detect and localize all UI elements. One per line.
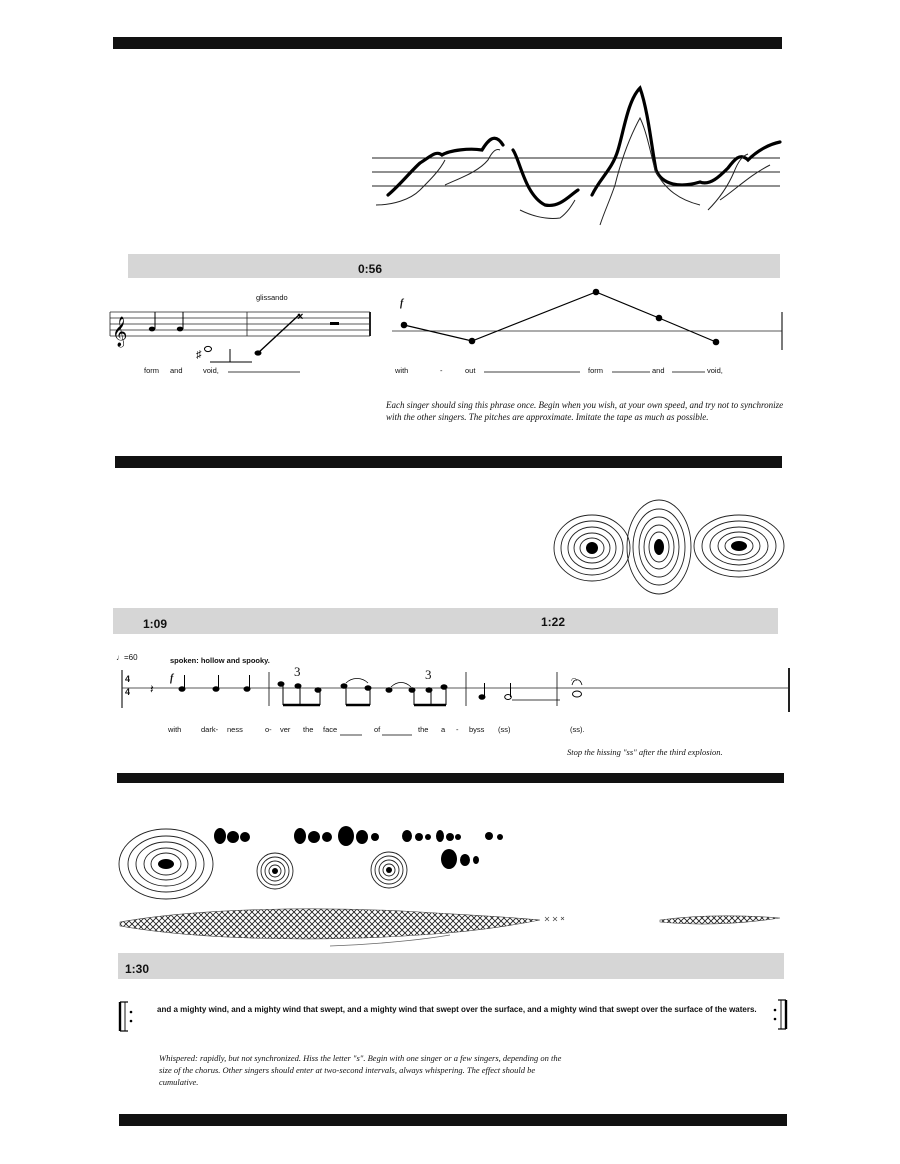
- lyric: o-: [265, 725, 272, 734]
- time-marker: 1:30: [125, 962, 150, 976]
- lyric: form: [144, 366, 159, 375]
- lyric: and: [652, 366, 665, 375]
- lyric: the: [303, 725, 314, 734]
- repeat-text: and a mighty wind, and a mighty wind that swept, and a mighty wind that swept over the surface, and a mighty wind that swept over the surface of the waters.: [157, 1005, 757, 1014]
- triplet-number: 3: [294, 664, 301, 679]
- sharp-icon: ♯: [196, 349, 202, 361]
- time-marker: 1:22: [541, 615, 566, 629]
- time-signature-bottom: 4: [125, 687, 131, 697]
- lyric: face: [323, 725, 338, 734]
- performance-note: Whispered: rapidly, but not synchronized. Hiss the letter "s". Begin with one singer or a few singers, depending on the size of the chorus. Other singers should enter at two-second intervals, always whispering. The effect should be cumulative.: [159, 1053, 562, 1087]
- fermata-icon: 𝄐: [571, 674, 578, 686]
- lyric: of: [374, 725, 381, 734]
- lyric: a: [441, 725, 446, 734]
- lyric: void,: [203, 366, 219, 375]
- time-marker: 1:09: [143, 617, 168, 631]
- triplet-number: 3: [425, 667, 432, 682]
- performance-note: Stop the hissing "ss" after the third explosion.: [567, 747, 723, 757]
- performance-note: Each singer should sing this phrase once. Begin when you wish, at your own speed, and try not to synchronize with the other singers. The pitches are approximate. Imitate the tape as much as possible.: [386, 400, 784, 422]
- time-marker: 0:56: [358, 262, 383, 276]
- quarter-rest-icon: 𝄽: [150, 682, 154, 696]
- lyric: dark-: [201, 725, 219, 734]
- lyric: (ss).: [570, 725, 585, 734]
- lyric: with: [168, 725, 182, 734]
- dynamic-marking: f: [400, 298, 404, 309]
- lyric: with: [395, 366, 409, 375]
- lyric: -: [440, 366, 443, 375]
- lyric: ness: [227, 725, 243, 734]
- lyric: ver: [280, 725, 291, 734]
- time-signature-top: 4: [125, 674, 131, 684]
- treble-clef-icon: 𝄞: [112, 317, 128, 347]
- bottom-rule: [119, 1114, 787, 1126]
- lyric: -: [456, 725, 459, 734]
- lyric: (ss): [498, 725, 511, 734]
- spoken-direction: spoken: hollow and spooky.: [170, 656, 270, 665]
- glissando-label: glissando: [256, 293, 288, 302]
- lyric: and: [170, 366, 183, 375]
- dynamic-marking: f: [170, 673, 174, 684]
- quarter-note-icon: ♩: [116, 653, 124, 662]
- lyric: out: [465, 366, 476, 375]
- lyric: the: [418, 725, 429, 734]
- x-notehead-icon: ×: [297, 311, 304, 323]
- tempo-marking: ♩=60: [116, 653, 138, 662]
- lyric: void,: [707, 366, 723, 375]
- lyric: form: [588, 366, 603, 375]
- lyric: byss: [469, 725, 485, 734]
